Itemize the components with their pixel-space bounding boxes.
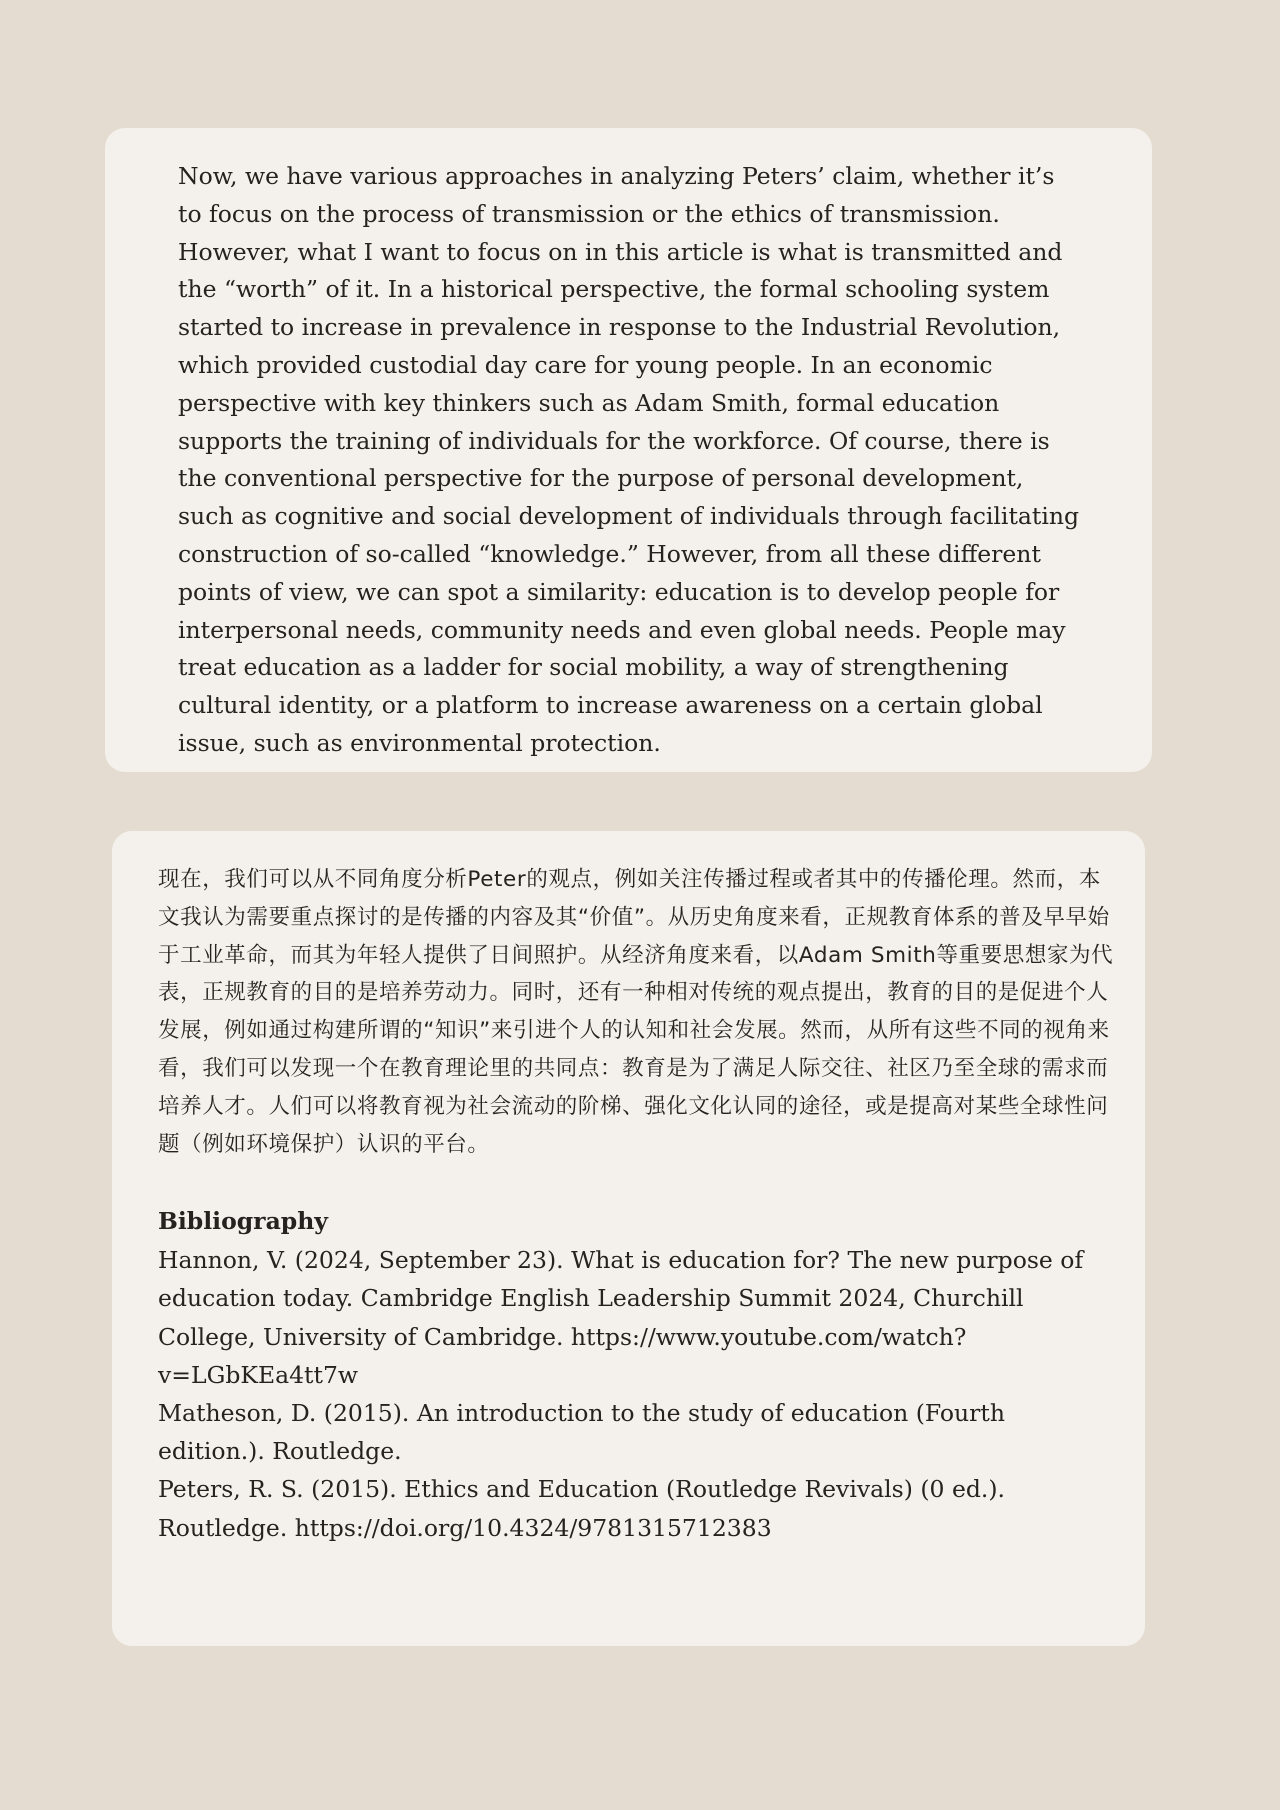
bibliography-entry-peters: Peters, R. S. (2015). Ethics and Education (Routledge Revivals) (0 ed.). Routledge. https://doi.org/10.4324/9781315712383 <box>158 1475 1005 1542</box>
chinese-paragraph: 现在，我们可以从不同角度分析Peter的观点，例如关注传播过程或者其中的传播伦理。然而，本文我认为需要重点探讨的是传播的内容及其“价值”。从历史角度来看，正规教育体系的普及早早始于工业革命，而其为年轻人提供了日间照护。从经济角度来看，以Adam Smith等重要思想家为代表，正规教育的目的是培养劳动力。同时，还有一种相对传统的观点提出，教育的目的是促进个人发展，例如通过构建所谓的“知识”来引进个人的认知和社会发展。然而，从所有这些不同的视角来看，我们可以发现一个在教育理论里的共同点：教育是为了满足人际交往、社区乃至全球的需求而培养人才。人们可以将教育视为社会流动的阶梯、强化文化认同的途径，或是提高对某些全球性问题（例如环境保护）认识的平台。 <box>158 867 1114 1157</box>
english-text-card <box>105 128 1152 772</box>
bibliography-entry-matheson: Matheson, D. (2015). An introduction to the study of education (Fourth edition.). Routledge. <box>158 1398 1005 1466</box>
bibliography-entry-hannon: Hannon, V. (2024, September 23). What is education for? The new purpose of education today. Cambridge English Leadership Summit 2024, Churchill College, University of Cambridge. https://www.youtube.com/watch?v=LGbKEa4tt7w <box>158 1246 1084 1389</box>
chinese-text-card <box>112 831 1145 1646</box>
bibliography-heading: Bibliography <box>158 1207 328 1236</box>
english-paragraph: Now, we have various approaches in analyzing Peters’ claim, whether it’s to focus on the process of transmission or the ethics of transmission. However, what I want to focus on in this article is what is transmitted and the “worth” of it. In a historical perspective, the formal schooling system started to increase in prevalence in response to the Industrial Revolution, which provided custodial day care for young people. In an economic perspective with key thinkers such as Adam Smith, formal education supports the training of individuals for the workforce. Of course, there is the conventional perspective for the purpose of personal development, such as cognitive and social development of individuals through facilitating construction of so-called “knowledge.” However, from all these different points of view, we can spot a similarity: education is to develop people for interpersonal needs, community needs and even global needs. People may treat education as a ladder for social mobility, a way of strengthening cultural identity, or a platform to increase awareness on a certain global issue, such as environmental protection. <box>178 162 1080 757</box>
